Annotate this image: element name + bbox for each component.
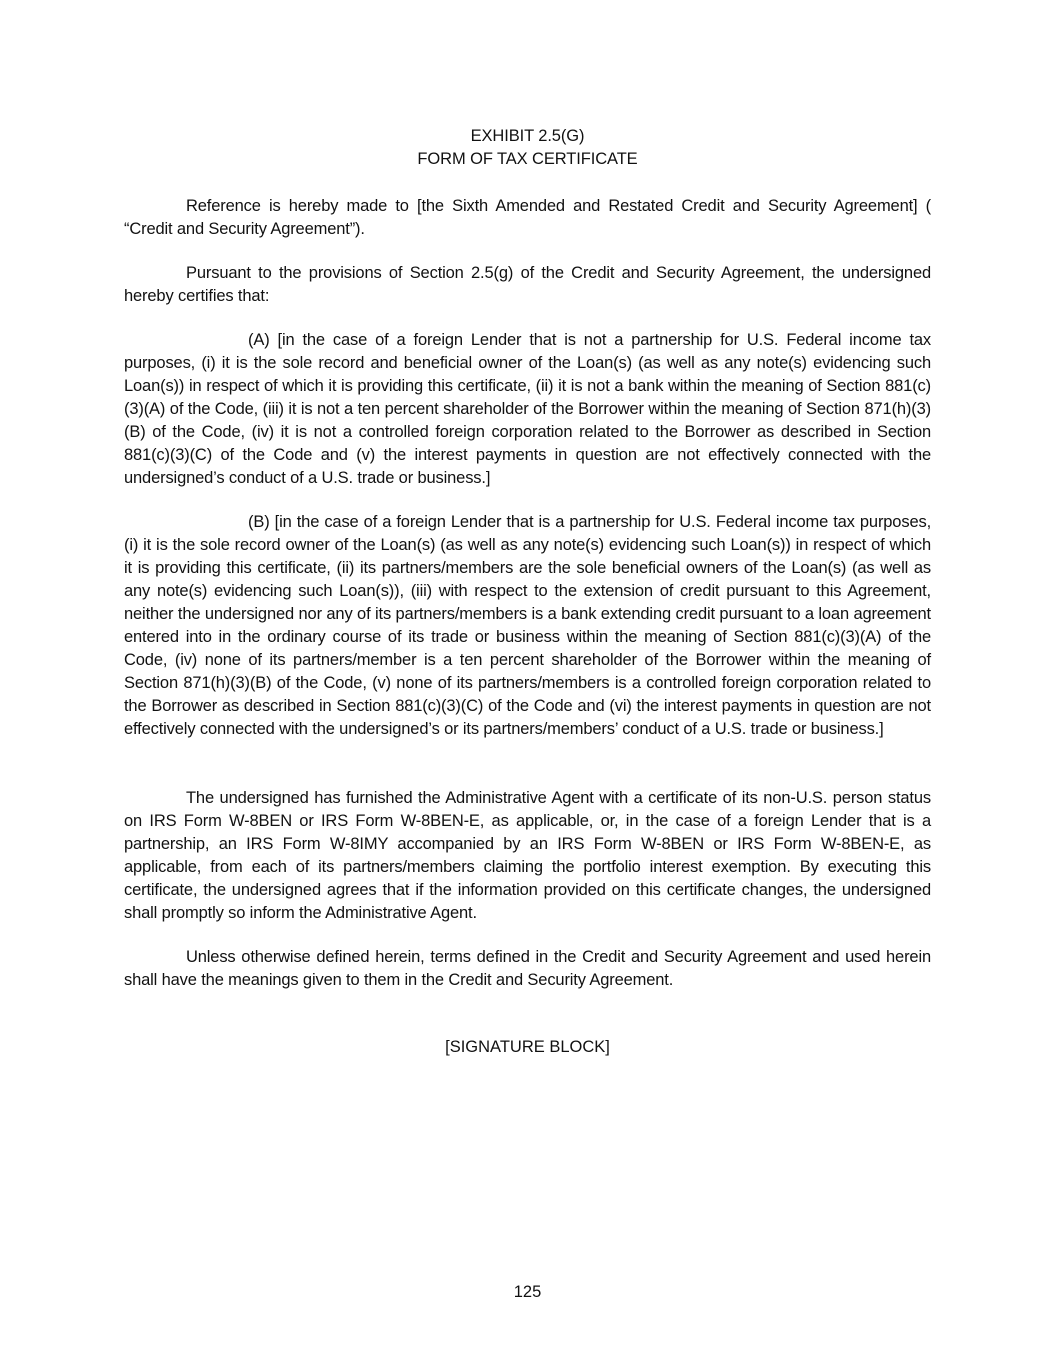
clause-a-paragraph: (A) [in the case of a foreign Lender that is not a partnership for U.S. Federal income tax purposes, (i) it is the sole record and beneficial owner of the Loan(s) (as well as any note(s) evidencing such Loan(s)) in respect of which it is providing this certificate, (ii) it is not a bank within the meaning of Section 881(c)(3)(A) of the Code, (iii) it is not a ten percent shareholder of the Borrower within the meaning of Section 871(h)(3)(B) of the Code, (iv) it is not a controlled foreign corporation related to the Borrower as described in Section 881(c)(3)(C) of the Code and (v) the interest payments in question are not effectively connected with the undersigned’s conduct of a U.S. trade or business.] xyxy=(124,331,931,487)
signature-block: [SIGNATURE BLOCK] xyxy=(445,1038,610,1056)
page-number: 125 xyxy=(513,1283,542,1301)
reference-paragraph: Reference is hereby made to [the Sixth Amended and Restated Credit and Security Agreement] ( “Credit and Security Agreement”). xyxy=(124,197,931,238)
exhibit-label: EXHIBIT 2.5(G) xyxy=(470,127,585,145)
definitions-paragraph: Unless otherwise defined herein, terms defined in the Credit and Security Agreement and used herein shall have the meanings given to them in the Credit and Security Agreement. xyxy=(124,948,931,989)
document-title: FORM OF TAX CERTIFICATE xyxy=(417,150,638,168)
clause-b-paragraph: (B) [in the case of a foreign Lender that is a partnership for U.S. Federal income tax purposes, (i) it is the sole record owner of the Loan(s) (as well as any note(s) evidencing such Loan(s)) in respect of which it is providing this certificate, (ii) its partners/members are the sole beneficial owners of the Loan(s) (as well as any note(s) evidencing such Loan(s)), (iii) with respect to the extension of credit pursuant to this Agreement, neither the undersigned nor any of its partners/members is a bank extending credit pursuant to a loan agreement entered into in the ordinary course of its trade or business within the meaning of Section 881(c)(3)(A) of the Code, (iv) none of its partners/member is a ten percent shareholder of the Borrower within the meaning of Section 871(h)(3)(B) of the Code, (v) none of its partners/members is a controlled foreign corporation related to the Borrower as described in Section 881(c)(3)(C) of the Code and (vi) the interest payments in question are not effectively connected with the undersigned’s or its partners/members’ conduct of a U.S. trade or business.] xyxy=(124,513,931,738)
certification-intro-paragraph: Pursuant to the provisions of Section 2.5(g) of the Credit and Security Agreement, the undersigned hereby certifies that: xyxy=(124,264,931,305)
form-furnished-paragraph: The undersigned has furnished the Administrative Agent with a certificate of its non-U.S. person status on IRS Form W-8BEN or IRS Form W-8BEN-E, as applicable, or, in the case of a foreign Lender that is a partnership, an IRS Form W-8IMY accompanied by an IRS Form W-8BEN or IRS Form W-8BEN-E, as applicable, from each of its partners/members claiming the portfolio interest exemption. By executing this certificate, the undersigned agrees that if the information provided on this certificate changes, the undersigned shall promptly so inform the Administrative Agent. xyxy=(124,789,931,922)
